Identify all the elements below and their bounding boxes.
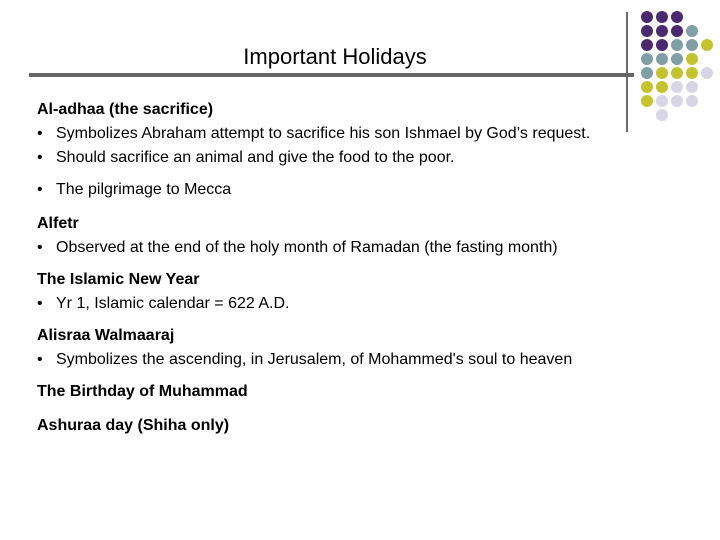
- list-item-text: Observed at the end of the holy month of Ramadan (the fasting month): [56, 239, 558, 256]
- bullet-icon: •: [37, 181, 43, 198]
- dot: [656, 11, 668, 23]
- section-ashuraa-day: [37, 414, 697, 438]
- dot: [686, 39, 698, 51]
- spacer: [37, 260, 697, 268]
- dot: [641, 11, 653, 23]
- dot: [671, 81, 683, 93]
- list-item-text: The pilgrimage to Mecca: [56, 181, 232, 198]
- section-heading: The Islamic New Year: [37, 271, 200, 288]
- dot: [671, 25, 683, 37]
- bullet-icon: •: [37, 125, 43, 142]
- section-birthday-of-muhammad: [37, 380, 697, 404]
- dot: [686, 25, 698, 37]
- dot: [686, 53, 698, 65]
- list-item-text: Symbolizes Abraham attempt to sacrifice his son Ishmael by God’s request.: [56, 125, 591, 142]
- dot: [671, 11, 683, 23]
- section-alisraa-walmaaraj: [37, 324, 697, 372]
- bullet-icon: •: [37, 351, 43, 368]
- dot: [656, 25, 668, 37]
- dot: [701, 67, 713, 79]
- list-item-text: Symbolizes the ascending, in Jerusalem, of Mohammed's soul to heaven: [56, 351, 573, 368]
- page-title: Important Holidays: [243, 44, 427, 69]
- bullet-icon: •: [37, 239, 43, 256]
- section-heading: Alfetr: [37, 215, 79, 232]
- section-heading: Ashuraa day (Shiha only): [37, 417, 230, 434]
- list-item: [37, 178, 697, 202]
- dot: [686, 81, 698, 93]
- section-heading: The Birthday of Muhammad: [37, 383, 248, 400]
- list-item: [37, 146, 697, 170]
- dot: [671, 39, 683, 51]
- list-item: [37, 348, 697, 372]
- spacer: [37, 170, 697, 178]
- section-heading: Alisraa Walmaaraj: [37, 327, 175, 344]
- dot: [671, 53, 683, 65]
- slide-body: [37, 98, 697, 438]
- dot: [701, 39, 713, 51]
- list-item: [37, 292, 697, 316]
- dot: [656, 81, 668, 93]
- spacer: [37, 372, 697, 380]
- list-item-text: Yr 1, Islamic calendar = 622 A.D.: [56, 295, 290, 312]
- list-item-text: Should sacrifice an animal and give the food to the poor.: [56, 149, 455, 166]
- section-al-adhaa: [37, 98, 697, 202]
- dot: [641, 25, 653, 37]
- spacer: [37, 202, 697, 212]
- dot: [671, 67, 683, 79]
- list-item: [37, 236, 697, 260]
- section-heading: Al-adhaa (the sacrifice): [37, 101, 214, 118]
- section-islamic-new-year: [37, 268, 697, 316]
- bullet-icon: •: [37, 295, 43, 312]
- dot: [686, 67, 698, 79]
- section-alfetr: [37, 212, 697, 260]
- bullet-icon: •: [37, 149, 43, 166]
- list-item: [37, 122, 697, 146]
- spacer: [37, 404, 697, 414]
- spacer: [37, 316, 697, 324]
- dot: [641, 81, 653, 93]
- title-underline: [29, 73, 634, 77]
